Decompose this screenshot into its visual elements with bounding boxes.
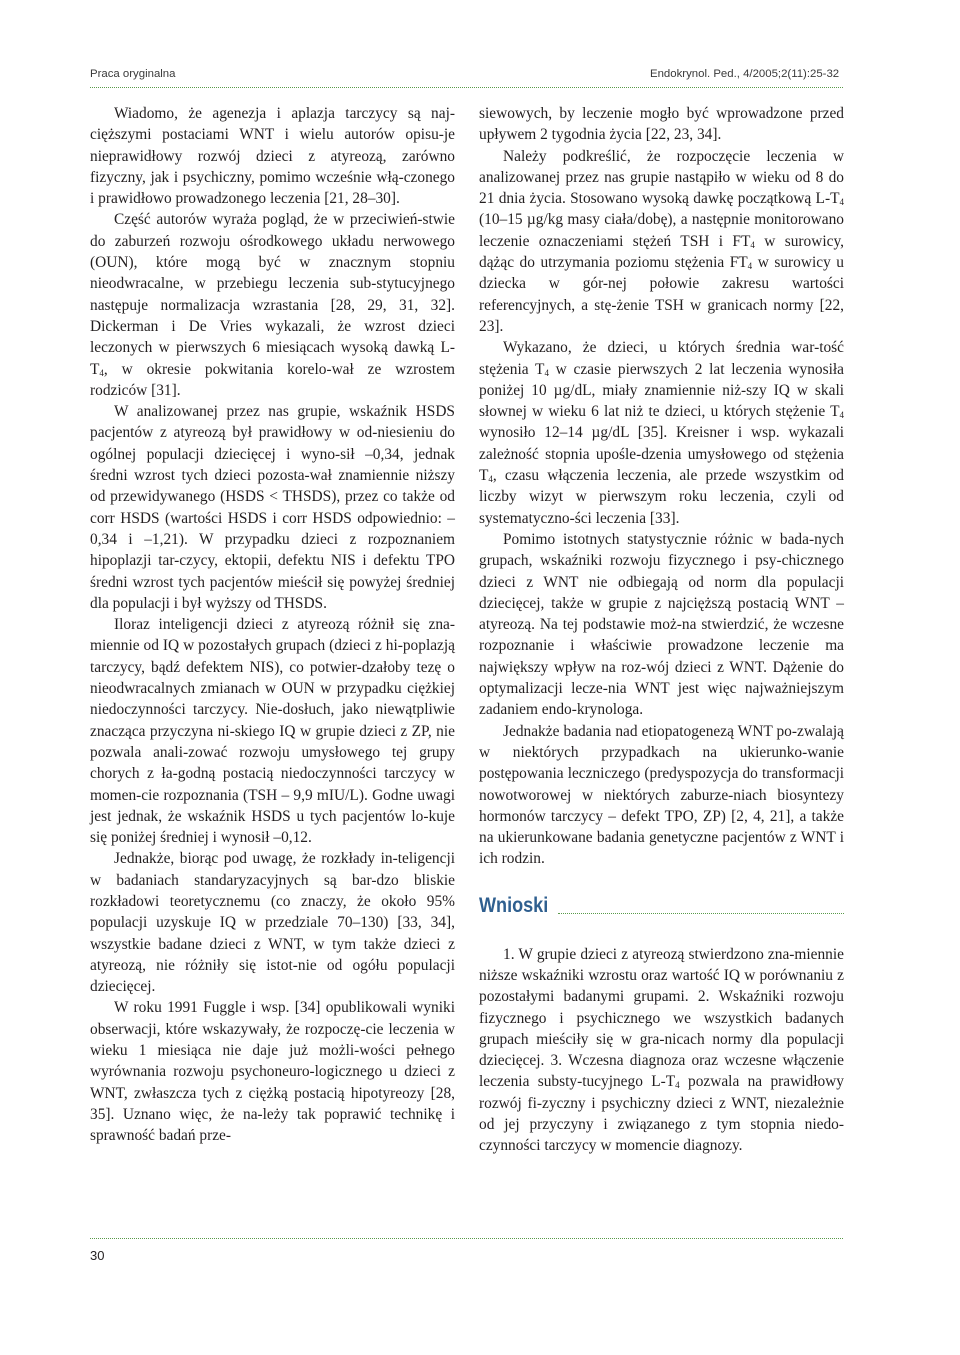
footer-rule xyxy=(90,1238,843,1239)
paragraph: Pomimo istotnych statystycznie różnic w bada-nych grupach, wskaźniki rozwoju fizycznego i psy-chicznego dzieci z WNT nie odbiegają od norm dla populacji dziecięcej, także w grupie z najcięższą postacią WNT – atyreozą. Na tej podstawie moż-na stwierdzić, że wczesne rozpoznanie i właściwie prowadzone leczenie ma największy wpływ na roz-wój dzieci z WNT. Dążenie do optymalizacji lecze-nia WNT jest więc najważniejszym zadaniem endo-krynologa. xyxy=(479,530,844,719)
right-column xyxy=(479,103,844,1157)
page-number: 30 xyxy=(90,1248,105,1263)
paragraph: Iloraz inteligencji dzieci z atyreozą różnił się zna-miennie od IQ w pozostałych grupach (dzieci z hi-poplazją tarczycy, bądź defektem NIS), co potwier-dzałoby tezę o nieodwracalnych zmianach w OUN w przypadku ciężkiej niedoczynności tarczycy. Nie-dosłuch, jako niewątpliwie znacząca przyczyna ni-skiego IQ w grupie dzieci z ZP, nie pozwala anali-zować rozwoju umysłowego tej grupy chorych z ła-godną postacią niedoczynności tarczycy w momen-cie rozpoznania (TSH – 9,9 mIU/L). Godne uwagi jest jednak, że wskaźnik HSDS u tych pacjentów lo-kuje się poniżej średniej i wynosił –0,12. xyxy=(90,616,455,847)
header-rule xyxy=(90,87,843,88)
paragraph: Wykazano, że dzieci, u których średnia war-tość stężenia $T_4$ w czasie pierwszych 2 lat leczenia wynosiła poniżej 10 µg/dL, miały znamiennie niż-szy IQ w skali słownej w wieku 6 lat niż te dzieci, u których stężenie $T_4$ wynosiło 12–14 µg/dL [35]. Kreisner i wsp. wykazali zależność stopnia upośle-dzenia umysłowego od stężenia $T_4$, czasu włączenia leczenia, ale przede wszystkim od liczby wizyt w pierwszym roku leczenia, czyli od systematyczno-ści leczenia [33]. xyxy=(479,339,844,527)
journal-section-label: Praca oryginalna xyxy=(90,68,176,80)
paragraph: siewowych, by leczenie mogło być wprowadzone przed upływem 2 tygodnia życia [22, 23, 34]. xyxy=(479,105,844,144)
left-column xyxy=(90,103,455,1147)
paragraph: W analizowanej przez nas grupie, wskaźnik HSDS pacjentów z atyreozą był prawidłowy w od-niesieniu do ogólnej populacji dziecięcej i wyno-sił –0,34, jednak średni wzrost tych dzieci pozosta-wał znamiennie niższy od przewidywanego (HSDS < THSDS), przez co także od corr HSDS (wartości HSDS i corr HSDS odpowiednio: –0,34 i –1,21). W przypadku dzieci z rozpoznaniem hipoplazji tar-czycy, ektopii, defektu NIS i defektu TPO średni wzrost tych pacjentów mieścił się powyżej średniej dla populacji i był wyższy od THSDS. xyxy=(90,403,455,612)
conclusions-paragraph: 1. W grupie dzieci z atyreozą stwierdzono zna-miennie niższe wskaźniki wzrostu oraz wartość IQ w porównaniu z pozostałymi badanymi grupami. 2. Wskaźniki rozwoju fizycznego i psychicznego we wszystkich badanych grupach mieściły się w gra-nicach normy dla populacji dziecięcej. 3. Wczesna diagnoza oraz wczesne włączenie leczenia substy-tucyjnego $L-T_4$ pozwala na prawidłowy rozwój fi-zyczny i psychiczny dzieci z WNT, niezależnie od jej przyczyny i związanego z tym stopnia niedo-czynności tarczycy w momencie diagnozy. xyxy=(479,945,844,1155)
section-heading: Wnioski xyxy=(479,893,549,917)
paragraph: Jednakże, biorąc pod uwagę, że rozkłady in-teligencji w badaniach standaryzacyjnych są bar-dzo bliskie rozkładowi teoretycznemu (co znaczy, że około 95% populacji uzyskuje IQ w przedziale 70–130) [33, 34], wszystkie badane dzieci z WNT, w tym także dzieci z atyreozą, nie różniły się istot-nie od ogółu populacji dziecięcej. xyxy=(90,850,455,996)
paragraph: Należy podkreślić, że rozpoczęcie leczenia w analizowanej przez nas grupie nastąpiło w wieku od 8 do 21 dnia życia. Stosowano wysoką dawkę początkową $L-T_4$ (10–15 µg/kg masy ciała/dobę), a następnie monitorowano leczenie oznaczeniami stężeń TSH i $FT_4$ w surowicy, dążąc do utrzymania poziomu stężenia $FT_4$ w surowicy u dziecka w gór-nej połowie zakresu wartości referencyjnych, a stę-żenie TSH w granicach normy [22, 23]. xyxy=(479,147,844,335)
paragraph: Część autorów wyraża pogląd, że w przeciwień-stwie do zaburzeń rozwoju ośrodkowego układu nerwowego (OUN), które mogą być w znacznym stopniu nieodwracalne, w przebiegu leczenia sub-stytucyjnego następuje normalizacja wzrastania [28, 29, 31, 32]. Dickerman i De Vries wykazali, że wzrost dzieci leczonych w pierwszych 6 miesiącach wysoką dawką $L-T_4$, w okresie pokwitania korelo-wał ze wzrostem rodziców [31]. xyxy=(90,211,455,399)
section-rule xyxy=(558,913,844,914)
paragraph: Jednakże badania nad etiopatogenezą WNT po-zwalają w niektórych przypadkach na ukierunko-wanie postępowania leczniczego (predyspozycja do transformacji nowotworowej w niektórych zaburze-niach biosyntezy hormonów tarczycy – defekt TPO, ZP) [2, 4, 21], a także na ukierunkowane badania genetyczne pacjentów z WNT i ich rodzin. xyxy=(479,722,844,868)
section-header xyxy=(479,884,844,918)
journal-citation: Endokrynol. Ped., 4/2005;2(11):25-32 xyxy=(650,68,840,80)
paragraph: Wiadomo, że agenezja i aplazja tarczycy są naj-cięższymi postaciami WNT i wielu autorów opisu-je nieprawidłowy rozwój dzieci z atyreozą, zarówno fizyczny, jak i psychiczny, pomimo wcześnie włą-czonego i prawidłowo prowadzonego leczenia [21, 28–30]. xyxy=(90,105,455,208)
paragraph: W roku 1991 Fuggle i wsp. [34] opublikowali wyniki obserwacji, które wskazywały, że rozpoczę-cie leczenia w wieku 1 miesiąca nie daje już możli-wości pełnego wyrównania rozwoju psychoneuro-logicznego u dzieci z WNT, zwłaszcza tych z ciężką postacią hipotyreozy [28, 35]. Uznano więc, że na-leży tak poprawić technikę i sprawność badań prze- xyxy=(90,999,455,1145)
